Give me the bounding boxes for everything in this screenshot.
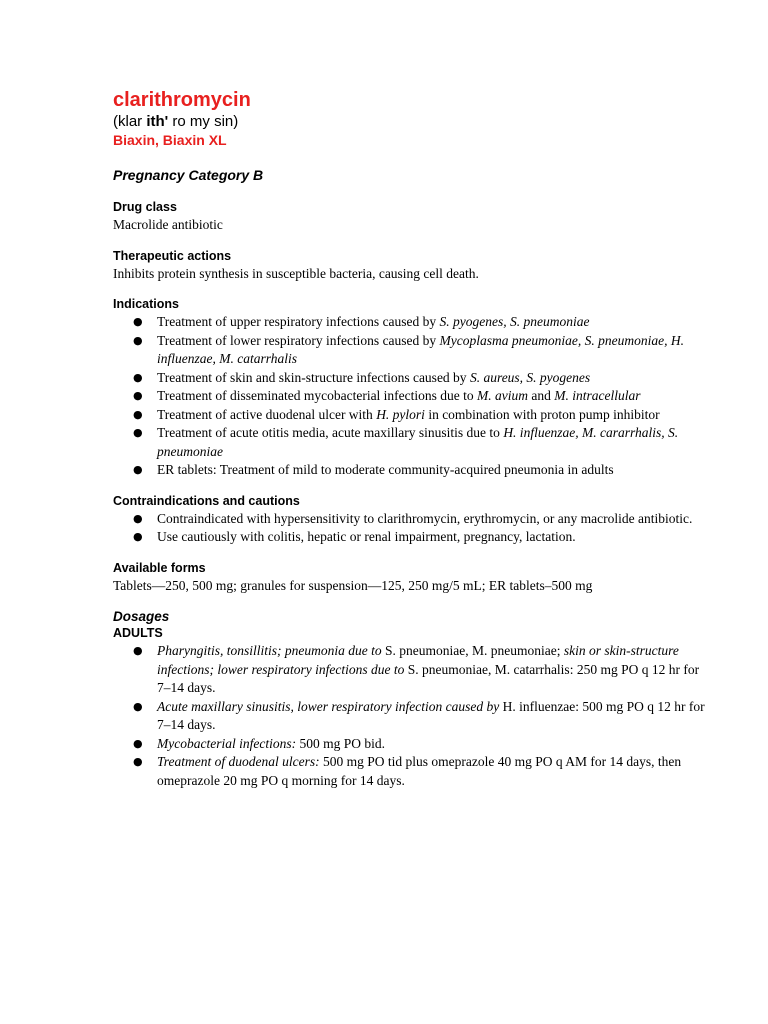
- dosages-heading: Dosages: [113, 609, 170, 624]
- section-indications: [113, 296, 708, 480]
- pron-pre: (klar: [113, 113, 147, 130]
- bullet-icon: ●: [133, 370, 143, 384]
- brand-names: Biaxin, Biaxin XL: [113, 132, 227, 148]
- indications-heading: Indications: [113, 297, 179, 311]
- list-item: ● Treatment of duodenal ulcers: 500 mg PO tid plus omeprazole 40 mg PO q AM for 14 days, then omeprazole 20 mg PO q morning for 14 days.: [133, 754, 682, 788]
- list-item: ● ER tablets: Treatment of mild to moderate community-acquired pneumonia in adults: [113, 461, 708, 480]
- section-available-forms: [113, 560, 708, 596]
- pronunciation: [113, 112, 708, 131]
- indications-list: [113, 313, 708, 480]
- list-item: ● Treatment of upper respiratory infections caused by S. pyogenes, S. pneumoniae: [113, 313, 708, 332]
- bullet-icon: ●: [133, 755, 143, 768]
- section-drug-class: [113, 199, 708, 235]
- section-dosages: [113, 608, 708, 790]
- therapeutic-text: Inhibits protein synthesis in susceptible bacteria, causing cell death.: [113, 265, 479, 281]
- adults-heading: ADULTS: [113, 626, 163, 640]
- bullet-icon: ●: [133, 407, 143, 421]
- list-item: ● Treatment of active duodenal ulcer with H. pylori in combination with proton pump inhibitor: [113, 406, 708, 425]
- pron-post: ro my sin): [168, 113, 239, 130]
- bullet-icon: ●: [133, 736, 143, 750]
- forms-heading: Available forms: [113, 560, 206, 575]
- pregnancy-category: Pregnancy Category B: [113, 167, 264, 183]
- list-item: ● Pharyngitis, tonsillitis; pneumonia due to S. pneumoniae, M. pneumoniae; skin or skin-structure infections; lower respiratory infections due to S. pneumoniae, M. catarrhalis: 250 mg PO q 12 hr for 7–14 days.: [133, 643, 700, 695]
- bullet-icon: ●: [133, 333, 143, 347]
- therapeutic-heading: Therapeutic actions: [113, 248, 232, 263]
- contra-list: [113, 510, 708, 547]
- list-item: ● Treatment of acute otitis media, acute maxillary sinusitis due to H. influenzae, M. cararrhalis, S. pneumoniae: [133, 425, 679, 459]
- bullet-icon: ●: [133, 530, 143, 543]
- bullet-icon: ●: [133, 644, 143, 657]
- drug-class-text: Macrolide antibiotic: [113, 217, 223, 232]
- section-therapeutic-actions: [113, 248, 708, 284]
- bullet-icon: ●: [133, 426, 143, 439]
- list-item: ● Use cautiously with colitis, hepatic or renal impairment, pregnancy, lactation.: [113, 528, 708, 547]
- pron-stress: ith': [146, 113, 169, 130]
- list-item: ● Treatment of lower respiratory infections caused by Mycoplasma pneumoniae, S. pneumoniae, H. influenzae, M. catarrhalis: [133, 332, 684, 366]
- drug-class-heading: Drug class: [113, 200, 177, 214]
- bullet-icon: ●: [133, 389, 143, 402]
- bullet-icon: ●: [133, 699, 143, 713]
- bullet-icon: ●: [133, 315, 143, 328]
- bullet-icon: ●: [133, 511, 143, 525]
- list-item: ● Mycobacterial infections: 500 mg PO bid.: [113, 735, 708, 754]
- forms-text: Tablets—250, 500 mg; granules for suspension—125, 250 mg/5 mL; ER tablets–500 mg: [113, 577, 593, 593]
- dosages-list: [113, 642, 708, 790]
- list-item: ● Contraindicated with hypersensitivity to clarithromycin, erythromycin, or any macrolide antibiotic.: [113, 510, 708, 529]
- contra-heading: Contraindications and cautions: [113, 493, 300, 508]
- bullet-icon: ●: [133, 463, 143, 476]
- section-contraindications: [113, 493, 708, 547]
- list-item: ● Treatment of disseminated mycobacterial infections due to M. avium and M. intracellular: [113, 387, 708, 406]
- list-item: ● Treatment of skin and skin-structure infections caused by S. aureus, S. pyogenes: [113, 369, 708, 388]
- drug-name: clarithromycin: [113, 89, 251, 111]
- list-item: ● Acute maxillary sinusitis, lower respiratory infection caused by H. influenzae: 500 mg PO q 12 hr for 7–14 days.: [133, 698, 705, 732]
